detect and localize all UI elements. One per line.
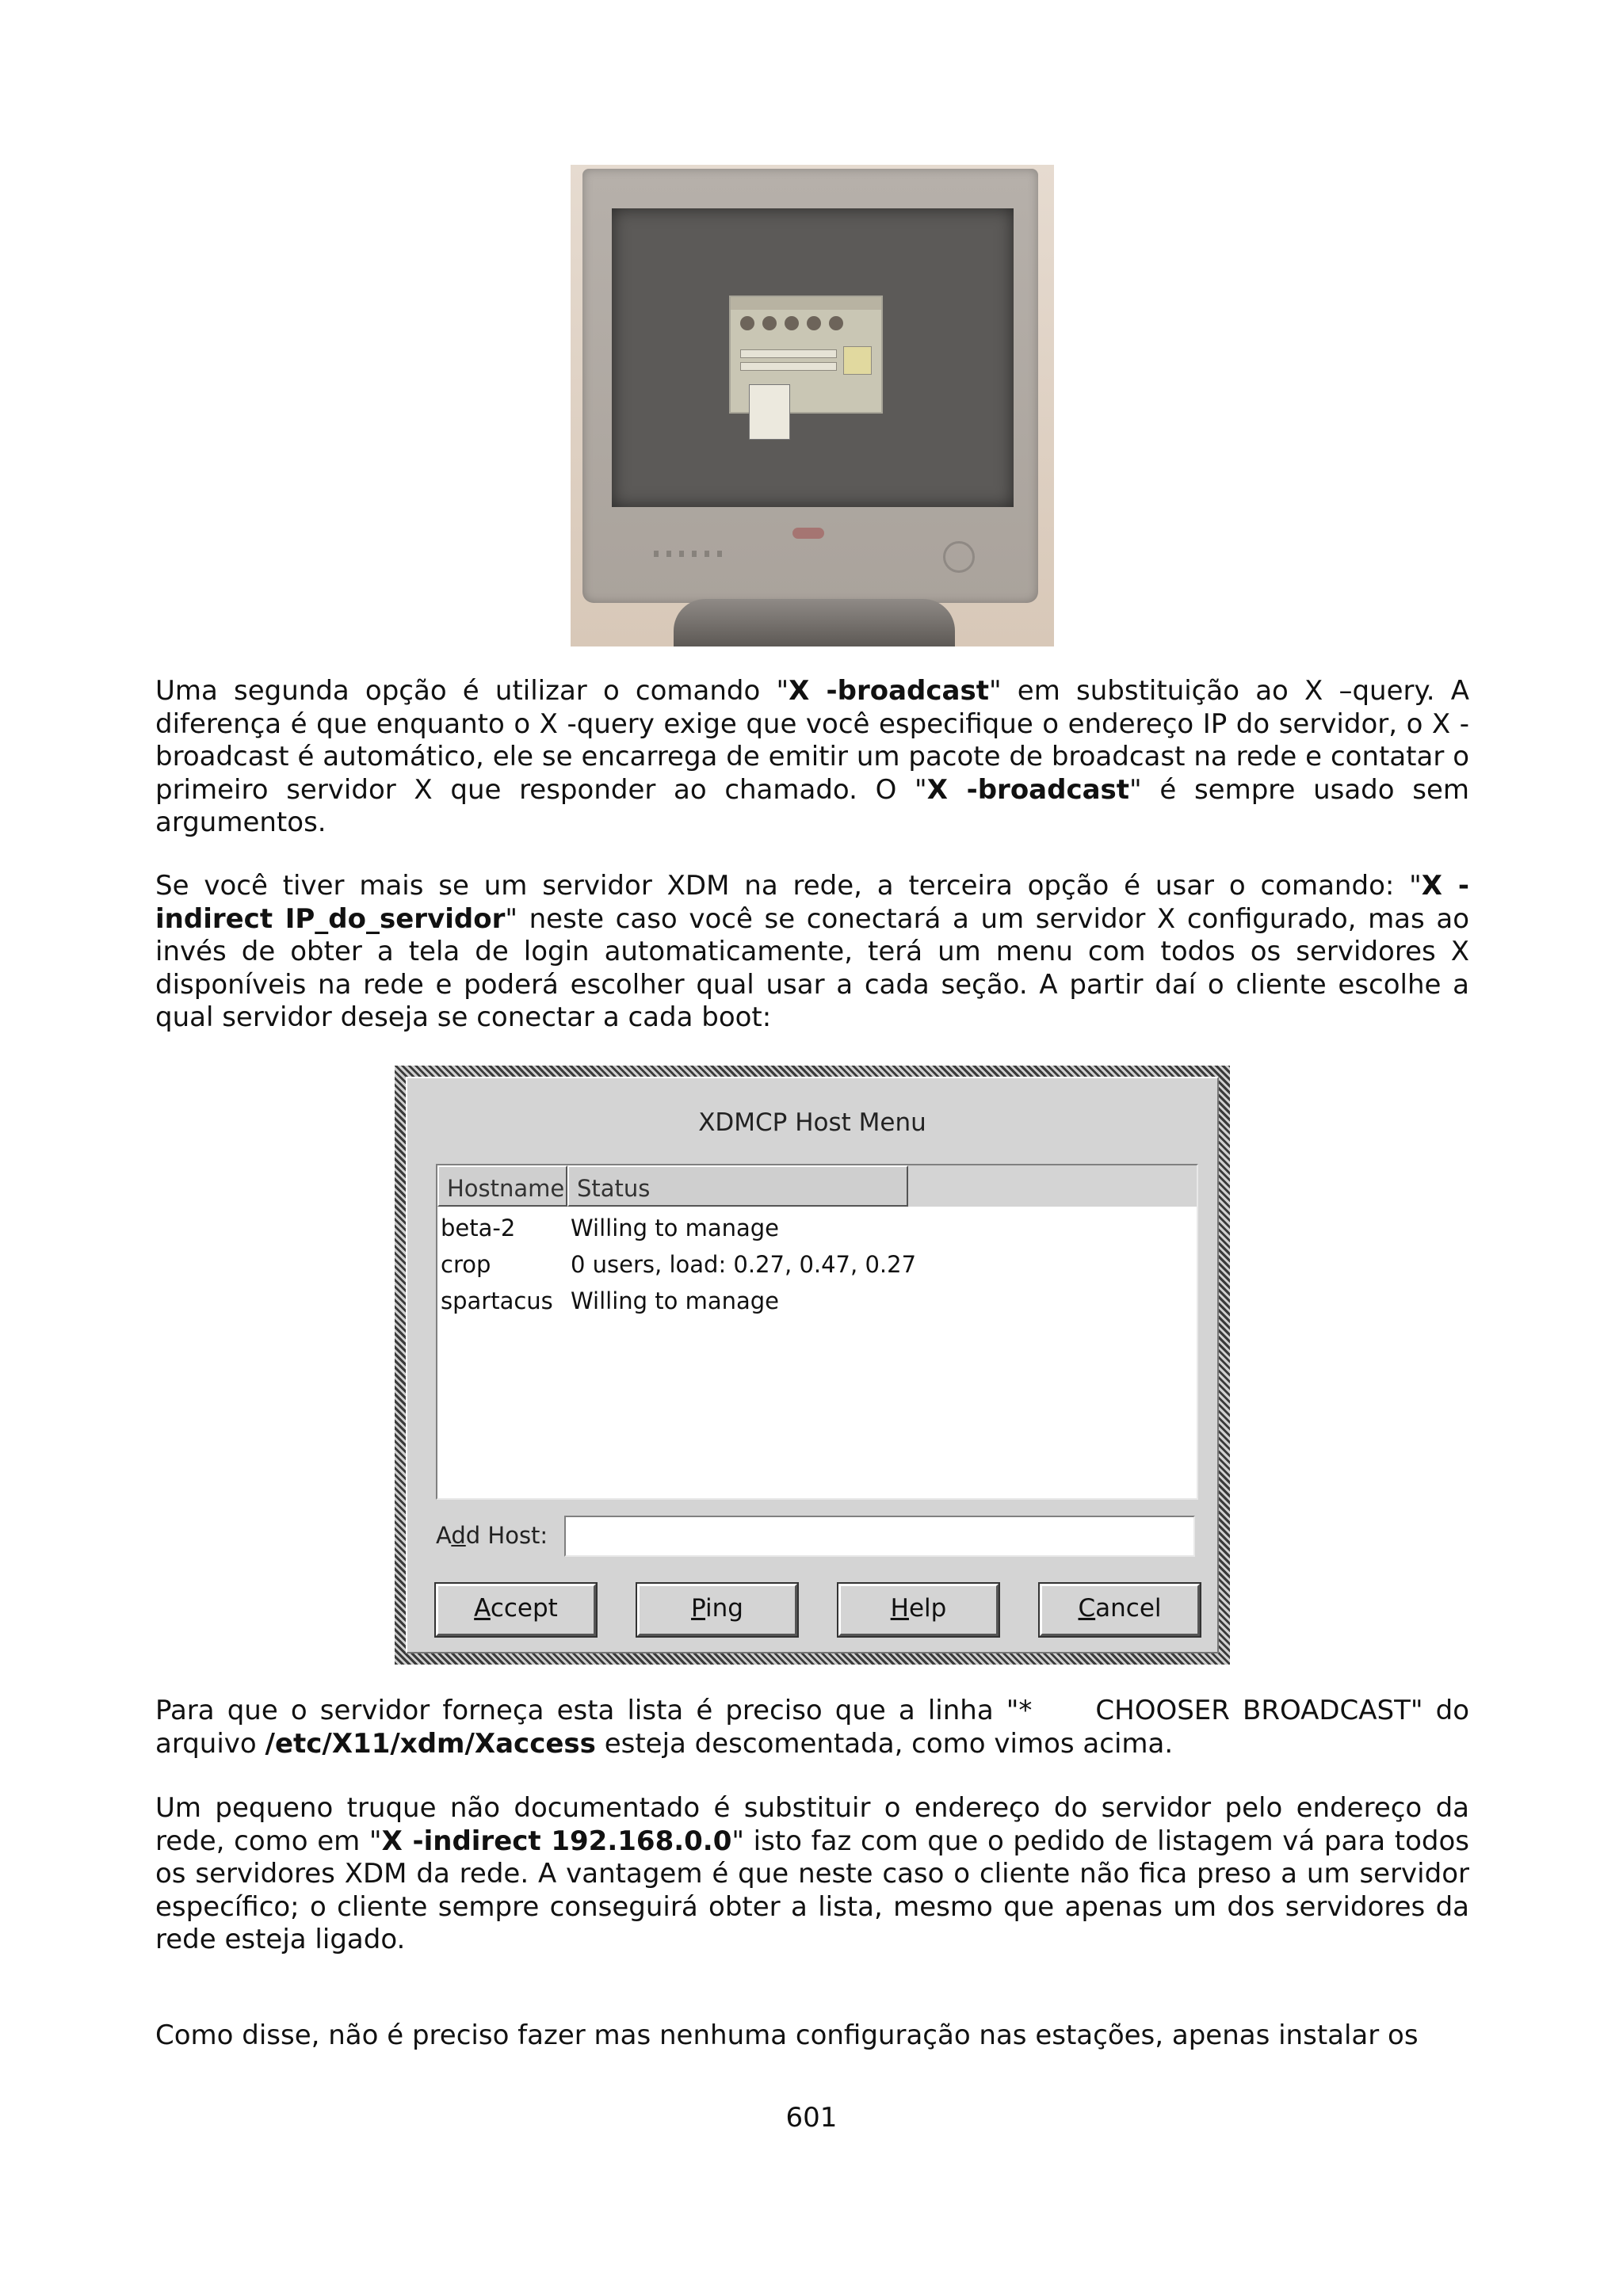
paragraph-trick bbox=[155, 1792, 1469, 1957]
column-header-status[interactable]: Status bbox=[567, 1165, 908, 1207]
text: esteja descomentada, como vimos acima. bbox=[595, 1727, 1174, 1760]
host-status: Willing to manage bbox=[571, 1287, 780, 1314]
text: " em substituição ao X –query. A diferença é que enquanto o X -query exige que você especifique o endereço IP do servidor, o X -broadcast é automático, ele se encarrega de emitir um pacote de broadcast na rede e contatar o primeiro servidor X que responder ao chamado. O " bbox=[155, 675, 1470, 806]
dropdown-in-photo bbox=[749, 384, 790, 440]
brand-logo bbox=[792, 528, 824, 539]
text: Se você tiver mais se um servidor XDM na rede, a terceira opção é usar o comando: " bbox=[155, 870, 1422, 902]
paragraph-indirect bbox=[155, 870, 1469, 1035]
column-header-hostname[interactable]: Hostname bbox=[437, 1165, 567, 1207]
text: Como disse, não é preciso fazer mas nenhuma configuração nas estações, apenas instalar os bbox=[155, 2019, 1419, 2051]
add-host-input[interactable] bbox=[564, 1516, 1195, 1557]
star-icon bbox=[843, 346, 872, 375]
bold-command: X -broadcast bbox=[926, 773, 1130, 806]
text: " neste caso você se conectará a um servidor X configurado, mas ao invés de obter a tela de login automaticamente, terá um menu com todos os servidores X disponíveis na rede e poderá escolher qual usar a cada seção. A partir daí o cliente escolhe a qual servidor deseja se conectar a cada boot: bbox=[155, 902, 1469, 1033]
monitor-stand bbox=[674, 599, 955, 646]
cancel-button[interactable]: Cancel bbox=[1040, 1584, 1200, 1636]
host-row[interactable] bbox=[437, 1210, 1197, 1246]
paragraph-stations bbox=[155, 2019, 1469, 2053]
xdmcp-host-menu-screenshot bbox=[395, 1066, 1230, 1665]
page-number: 601 bbox=[785, 2102, 838, 2134]
text: CHOOSER BROADCAST" do arquivo bbox=[155, 1695, 1470, 1760]
monitor-controls bbox=[654, 551, 725, 557]
accept-button[interactable]: Accept bbox=[436, 1584, 596, 1636]
bold-command: X -indirect 192.168.0.0 bbox=[381, 1825, 732, 1857]
text: " é sempre usado sem argumentos. bbox=[155, 773, 1469, 838]
text: Para que o servidor forneça esta lista é preciso que a linha "* bbox=[155, 1695, 1033, 1726]
xdmcp-window bbox=[406, 1077, 1219, 1653]
add-host-label: Add Host: bbox=[436, 1522, 548, 1549]
text: Uma segunda opção é utilizar o comando " bbox=[155, 675, 789, 707]
ping-button[interactable]: Ping bbox=[637, 1584, 797, 1636]
power-button-icon bbox=[943, 541, 975, 573]
host-name: crop bbox=[441, 1251, 491, 1278]
host-name: spartacus bbox=[441, 1287, 553, 1314]
monitor-photo bbox=[571, 165, 1054, 646]
text: " isto faz com que o pedido de listagem vá para todos os servidores XDM da rede. A vantagem é que neste caso o cliente não fica preso a um servidor específico; o cliente sempre conseguirá obter a lista, mesmo que apenas um dos servidores da rede esteja ligado. bbox=[155, 1825, 1469, 1955]
bold-command: X -indirect IP_do_servidor bbox=[155, 870, 1469, 935]
bold-path: /etc/X11/xdm/Xaccess bbox=[265, 1727, 596, 1760]
host-row[interactable] bbox=[437, 1283, 1197, 1319]
paragraph-broadcast bbox=[155, 675, 1469, 840]
host-row[interactable] bbox=[437, 1246, 1197, 1283]
host-name: beta-2 bbox=[441, 1215, 516, 1241]
window-title: XDMCP Host Menu bbox=[698, 1108, 926, 1137]
help-button[interactable]: Help bbox=[838, 1584, 999, 1636]
host-list[interactable] bbox=[436, 1164, 1198, 1500]
paragraph-xaccess bbox=[155, 1695, 1469, 1760]
host-status: 0 users, load: 0.27, 0.47, 0.27 bbox=[571, 1251, 917, 1278]
bold-command: X -broadcast bbox=[789, 675, 989, 707]
text: Um pequeno truque não documentado é substituir o endereço do servidor pelo endereço da rede, como em " bbox=[155, 1792, 1469, 1857]
host-status: Willing to manage bbox=[571, 1215, 780, 1241]
